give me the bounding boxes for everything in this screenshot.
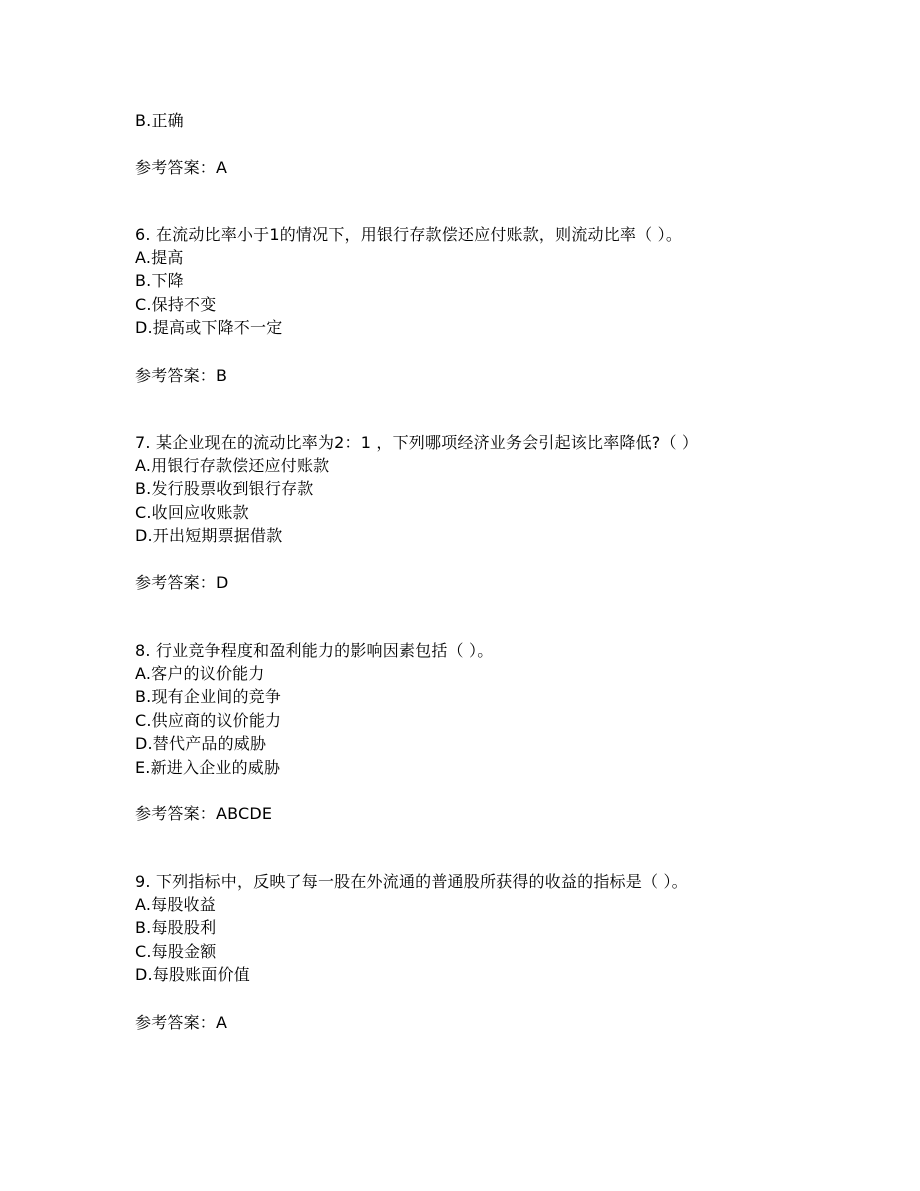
question-8-option-e: E.新进入企业的威胁 [135,758,281,777]
question-7-option-a: A.用银行存款偿还应付账款 [135,456,330,475]
question-8-option-a: A.客户的议价能力 [135,664,265,683]
question-9-option-b: B.每股股利 [135,918,217,937]
question-8-option-d: D.替代产品的威胁 [135,734,267,753]
question-6-option-c: C.保持不变 [135,295,217,314]
question-9-option-c: C.每股金额 [135,942,217,961]
prev-answer: 参考答案：A [135,158,228,177]
question-6-stem: 6. 在流动比率小于1的情况下，用银行存款偿还应付账款，则流动比率（ ）。 [135,225,683,244]
question-7-stem: 7. 某企业现在的流动比率为2：1 ，下列哪项经济业务会引起该比率降低?（ ） [135,433,699,452]
question-6-option-a: A.提高 [135,248,184,267]
question-6-option-b: B.下降 [135,271,184,290]
question-6-answer: 参考答案：B [135,366,228,385]
question-6-option-d: D.提高或下降不一定 [135,318,283,337]
question-7-answer: 参考答案：D [135,573,229,592]
question-8-stem: 8. 行业竞争程度和盈利能力的影响因素包括（ ）。 [135,641,494,660]
prev-option-b: B.正确 [135,111,184,130]
question-8-answer: 参考答案：ABCDE [135,804,273,823]
question-9-stem: 9. 下列指标中，反映了每一股在外流通的普通股所获得的收益的指标是（ ）。 [135,872,688,891]
question-7-option-d: D.开出短期票据借款 [135,526,283,545]
question-8-option-c: C.供应商的议价能力 [135,711,282,730]
question-7-option-c: C.收回应收账款 [135,503,249,522]
question-7-option-b: B.发行股票收到银行存款 [135,479,314,498]
question-9-answer: 参考答案：A [135,1013,228,1032]
question-9-option-d: D.每股账面价值 [135,965,251,984]
question-9-option-a: A.每股收益 [135,895,216,914]
question-8-option-b: B.现有企业间的竞争 [135,687,282,706]
